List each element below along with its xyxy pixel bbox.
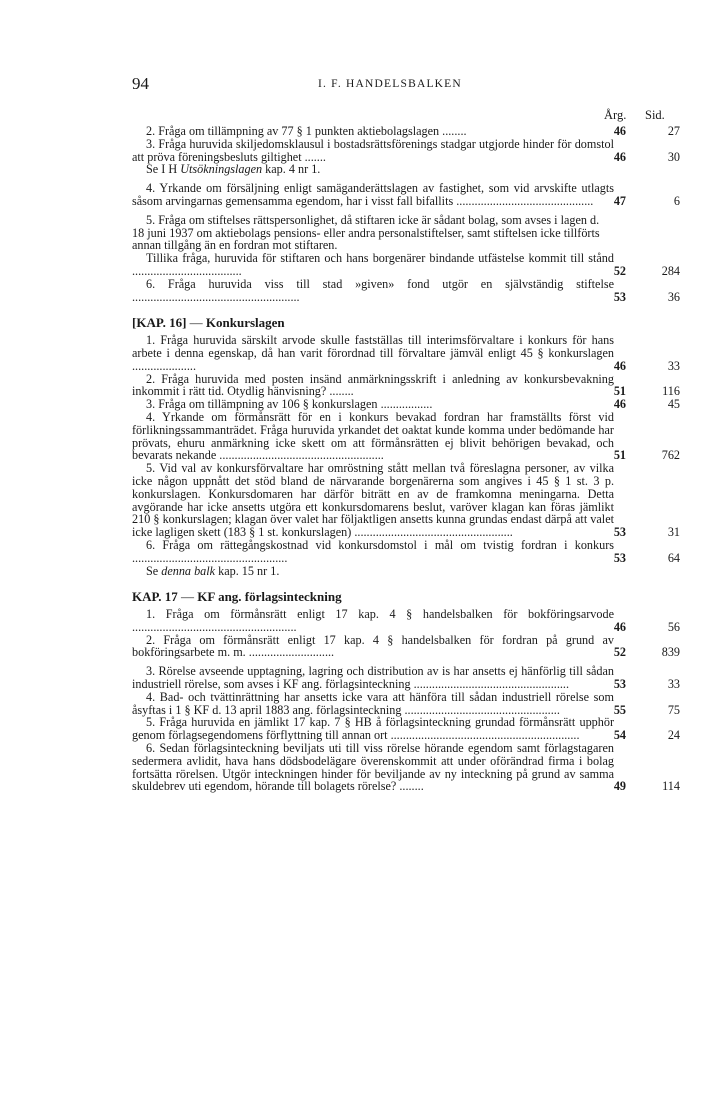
- entry-text: 6. Sedan förlagsinteckning beviljats uti till viss rörelse hörande egendom samt förlagstagaren sedermera avlidit, hava hans dödsbodelägare överenskommit att under oförändrad firma i bolag fortsätta rörelsen. Utgör inteckningen hinder för beviljande av ny inteckning på grund av samma skuldebrev uti egendom, hörande till bolagets rörelse? ........: [132, 741, 614, 794]
- ref-suffix: kap. 4 nr 1.: [262, 162, 321, 177]
- entry-page: 839: [661, 645, 680, 660]
- entry-page: 114: [662, 779, 680, 794]
- entry-text: Tillika fråga, huruvida för stiftaren och hans borgenärer bindande utfästelse kommit till stånd ....................................: [132, 251, 614, 278]
- section-dash: —: [181, 589, 194, 605]
- index-entry: [132, 462, 680, 539]
- entry-page: 56: [667, 619, 680, 634]
- index-entry: [132, 742, 680, 793]
- section-heading-kap16: [132, 317, 680, 330]
- entry-year: 52: [613, 645, 626, 660]
- index-entry: [132, 278, 680, 304]
- index-content: [132, 125, 680, 793]
- entry-text: 1. Fråga huruvida särskilt arvode skulle fastställas till interimsförvaltare i konkurs för hans arbete i denna egenskap, då han varit förordnad till förvaltare jämväl enligt 45 § konkurslagen .....................: [132, 333, 614, 373]
- entry-year: 51: [613, 448, 626, 463]
- entry-text: 1. Fråga om förmånsrätt enligt 17 kap. 4 § handelsbalken för bokföringsarvode ......................................................: [132, 607, 614, 634]
- entry-text: 6. Fråga om rättegångskostnad vid konkursdomstol i mål om tvistig fordran i konkurs ...................................................: [132, 537, 614, 565]
- entry-year: 46: [613, 124, 626, 138]
- entry-page: 75: [667, 702, 680, 717]
- entry-year: 53: [613, 550, 626, 565]
- column-header-year: Årg.: [604, 108, 627, 122]
- index-entry: [132, 411, 680, 462]
- entry-year: 46: [613, 358, 626, 373]
- index-entry: [132, 138, 680, 164]
- entry-text: 5. Fråga huruvida en jämlikt 17 kap. 7 § HB å förlagsinteckning grundad förmånsrätt upphör genom förlagsegendomens förflyttning till annan ort ..............................................................: [132, 715, 614, 743]
- cross-reference: [132, 565, 680, 578]
- entry-page: 36: [667, 289, 680, 304]
- index-entry: [132, 608, 680, 634]
- ref-prefix: Se: [146, 563, 162, 578]
- ref-prefix: Se I H: [146, 162, 181, 177]
- index-entry: [132, 691, 680, 717]
- entry-page: 284: [661, 263, 680, 278]
- entry-page: 116: [662, 384, 680, 399]
- section-number: KAP. 17: [132, 589, 178, 605]
- column-header-page: Sid.: [645, 108, 665, 122]
- entry-text: 4. Yrkande om försäljning enligt samäganderättslagen av fastighet, som vid arvskifte utlagts såsom arvingarnas gemensamma egendom, har i visst fall bifallits .............................................: [132, 181, 614, 208]
- entry-text: 2. Fråga om förmånsrätt enligt 17 kap. 4 § handelsbalken för fordran på grund av bokföringsarbete m. m. ............................: [132, 632, 614, 660]
- entry-text: 5. Vid val av konkursförvaltare har omröstning stått mellan två föreslagna personer, av vilka icke någon uppnått det stöd bland de närvarande borgenärerna som angives i 45 § 1 st. 3 p. konkurslagen. Konkursdomaren har därför biträtt en av de framkomna meningarna. Detta avgörande har icke ansetts utgöra ett konkursdomarens beslut, varöver klagan kan föras jämlikt 210 § konkurslagen; klagan över valet har följaktligen ansetts kunna grundas endast därpå att valet icke lagligen skett (183 § 1 st. konkurslagen) ....................................................: [132, 461, 614, 540]
- entry-page: 45: [667, 397, 680, 412]
- entry-year: 54: [613, 728, 626, 743]
- entry-text: 3. Fråga huruvida skiljedomsklausul i bostadsrättsförenings stadgar utgjorde hinder för domstol att pröva föreningsbesluts giltighet .......: [132, 136, 614, 164]
- section-dash: —: [189, 315, 203, 331]
- entry-year: 46: [613, 149, 626, 164]
- index-entry: [132, 539, 680, 565]
- entry-text: 2. Fråga huruvida med posten insänd anmärkningsskrift i anledning av konkursbevakning inkommit i rätt tid. Otydlig hänvisning? ........: [132, 371, 614, 399]
- entry-page: 27: [667, 124, 680, 138]
- entry-year: 53: [613, 289, 626, 304]
- entry-text: 5. Fråga om stiftelses rättspersonlighet, då stiftaren icke är sådant bolag, som avses i lagen d. 18 juni 1937 om aktiebolags pensions- eller andra personalstiftelser, samt stiftelsen icke tillförts annan tillgång än en fordran mot stiftaren.: [132, 212, 600, 253]
- section-title: KF ang. förlagsinteckning: [197, 589, 342, 605]
- entry-page: 762: [661, 448, 680, 463]
- running-title: I. F. HANDELSBALKEN: [318, 78, 462, 90]
- ref-italic: denna balk: [161, 563, 216, 578]
- entry-year: 53: [613, 677, 626, 692]
- index-entry: [132, 334, 680, 372]
- index-entry: [132, 252, 680, 278]
- entry-year: 51: [613, 384, 626, 399]
- entry-page: 6: [673, 193, 680, 208]
- entry-page: 24: [667, 728, 680, 743]
- entry-page: 31: [667, 525, 680, 540]
- entry-year: 49: [613, 779, 626, 794]
- index-entry: [132, 634, 680, 660]
- entry-year: 53: [613, 525, 626, 540]
- page-number: 94: [132, 74, 149, 93]
- index-entry: [132, 214, 680, 252]
- entry-text: 4. Yrkande om förmånsrätt för en i konkurs bevakad fordran har framställts först vid förlikningssammanträdet. Fråga huruvida yrkandet det oaktat kunde komma under bedömande har prövats, ehuru anmärkning icke skett om att förmånsrätten ej blivit behörigen bevakad, och bevarats nekande ......................................................: [132, 409, 614, 463]
- entry-page: 33: [667, 677, 680, 692]
- entry-year: 52: [613, 263, 626, 278]
- index-entry: [132, 665, 680, 691]
- entry-page: 64: [667, 550, 680, 565]
- section-number: [KAP. 16]: [132, 315, 187, 331]
- index-entry: [132, 125, 680, 138]
- entry-year: 47: [613, 193, 626, 208]
- entry-page: 33: [667, 358, 680, 373]
- entry-text: 3. Fråga om tillämpning av 106 § konkurslagen .................: [146, 397, 433, 412]
- entry-text: 4. Bad- och tvättinrättning har ansetts icke vara att hänföra till sådan industriell rörelse som åsyftas i 1 § KF d. 13 april 1883 ang. förlagsinteckning ...................................................: [132, 689, 614, 717]
- section-heading-kap17: [132, 591, 680, 604]
- index-entry: [132, 716, 680, 742]
- section-title: Konkurslagen: [205, 315, 285, 331]
- cross-reference: [132, 163, 680, 176]
- ref-suffix: kap. 15 nr 1.: [215, 563, 280, 578]
- entry-text: 2. Fråga om tillämpning av 77 § 1 punkten aktiebolagslagen ........: [146, 124, 467, 138]
- entry-year: 55: [613, 702, 626, 717]
- entry-text: 3. Rörelse avseende upptagning, lagring och distribution av is har ansetts ej hänförlig till sådan industriell rörelse, som avses i KF ang. förlagsinteckning ...................................................: [132, 664, 614, 692]
- index-entry: [132, 182, 680, 208]
- entry-year: 46: [613, 397, 626, 412]
- ref-italic: Utsökningslagen: [180, 162, 263, 177]
- entry-page: 30: [667, 149, 680, 164]
- entry-text: 6. Fråga huruvida viss till stad »given» fond utgör en självständig stiftelse .......................................................: [132, 276, 614, 304]
- index-entry: [132, 373, 680, 399]
- entry-year: 46: [613, 619, 626, 634]
